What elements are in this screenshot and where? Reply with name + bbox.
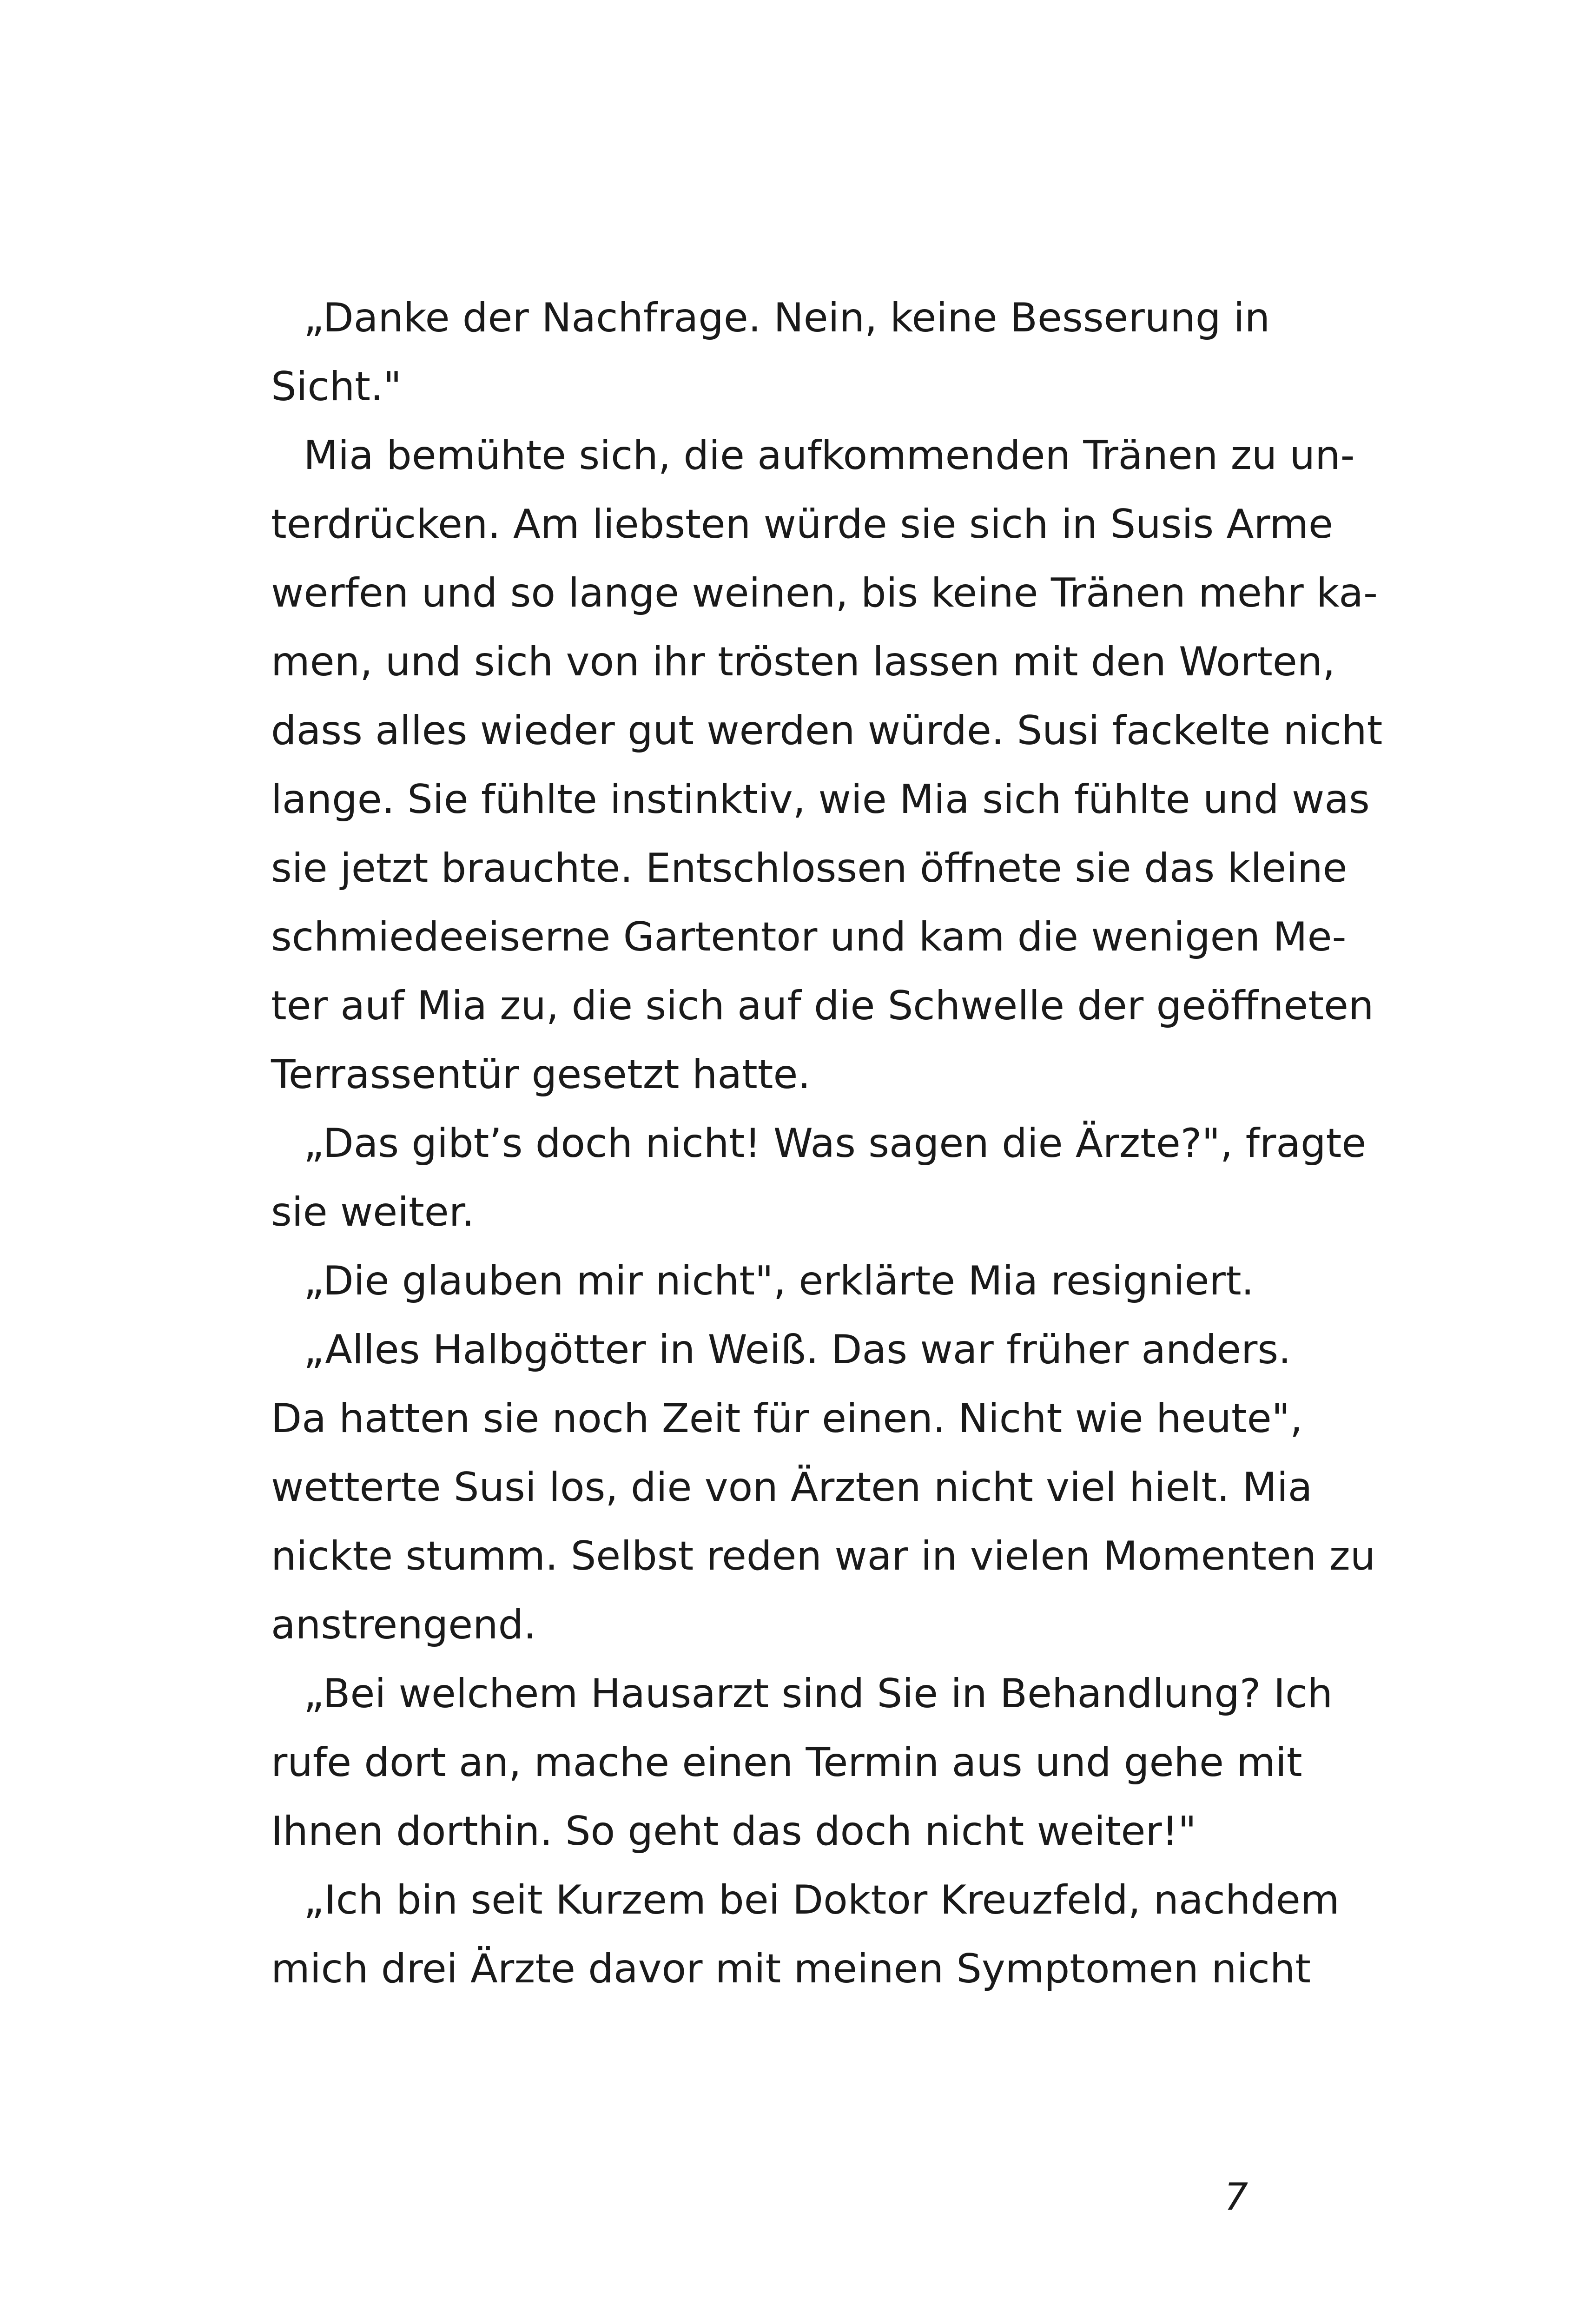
text-line: terdrücken. Am liebsten würde sie sich in Susis Arme [271,501,1333,548]
text-line: „Bei welchem Hausarzt sind Sie in Behandlung? Ich [304,1670,1333,1717]
text-line: wetterte Susi los, die von Ärzten nicht viel hielt. Mia [271,1464,1313,1511]
text-line: Mia bemühte sich, die aufkommenden Tränen zu un- [304,432,1355,479]
text-line: nickte stumm. Selbst reden war in vielen Momenten zu [271,1533,1376,1579]
text-line: Sicht." [271,363,402,410]
text-line: men, und sich von ihr trösten lassen mit den Worten, [271,639,1335,685]
text-line: rufe dort an, mache einen Termin aus und gehe mit [271,1739,1302,1786]
text-line: lange. Sie fühlte instinktiv, wie Mia sich fühlte und was [271,776,1370,823]
text-line: mich drei Ärzte davor mit meinen Symptomen nicht [271,1946,1311,1992]
text-line: sie weiter. [271,1189,475,1235]
text-line: dass alles wieder gut werden würde. Susi fackelte nicht [271,707,1383,754]
text-line: Ihnen dorthin. So geht das doch nicht weiter!" [271,1808,1196,1855]
text-line: „Das gibt’s doch nicht! Was sagen die Ärzte?", fragte [304,1120,1367,1167]
text-line: „Danke der Nachfrage. Nein, keine Besserung in [304,295,1270,341]
text-line: werfen und so lange weinen, bis keine Tränen mehr ka- [271,570,1378,616]
text-line: sie jetzt brauchte. Entschlossen öffnete sie das kleine [271,845,1348,891]
text-line: „Die glauben mir nicht", erklärte Mia resigniert. [304,1258,1254,1304]
text-line: schmiedeeiserne Gartentor und kam die wenigen Me- [271,914,1347,960]
body-text [271,284,1383,2003]
text-line: „Alles Halbgötter in Weiß. Das war früher anders. [304,1327,1291,1373]
text-line: anstrengend. [271,1602,536,1648]
text-line: „Ich bin seit Kurzem bei Doktor Kreuzfeld, nachdem [304,1877,1340,1923]
text-line: ter auf Mia zu, die sich auf die Schwelle der geöffneten [271,983,1374,1029]
text-line: Terrassentür gesetzt hatte. [271,1051,811,1098]
page-number: 7 [1224,2175,1248,2218]
text-line: Da hatten sie noch Zeit für einen. Nicht wie heute", [271,1395,1303,1442]
